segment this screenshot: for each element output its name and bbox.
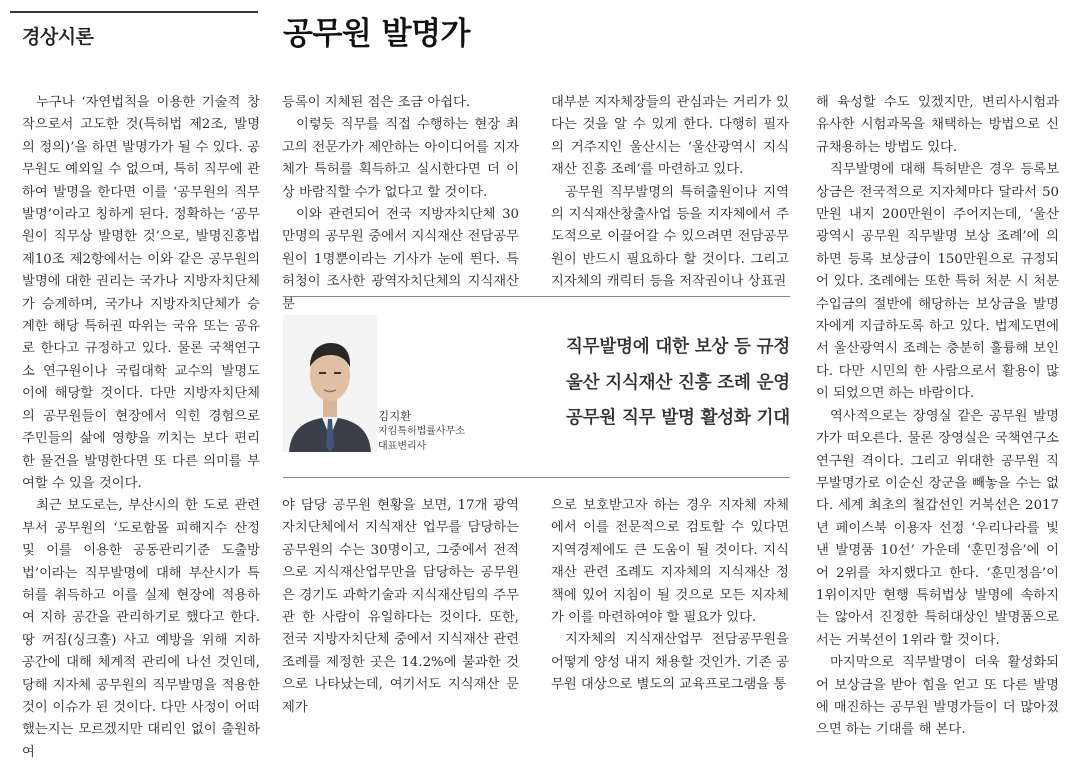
column-2-bottom	[282, 495, 519, 719]
column-1	[22, 92, 260, 764]
author-name: 김지환	[378, 409, 412, 423]
column-3-bottom	[551, 495, 789, 697]
author-photo	[283, 315, 377, 452]
pull-quote-line: 울산 지식재산 진흥 조례 운영	[565, 372, 790, 393]
section-rule	[10, 11, 258, 13]
pull-quote-line: 공무원 직무 발명 활성화 기대	[565, 408, 790, 428]
headline: 공무원 발명가	[283, 16, 470, 52]
paragraph: 역사적으로는 장영실 같은 공무원 발명가가 떠오른다. 물론 장영실은 국책연구소 연구원 격이다. 그리고 위대한 공무원 직무발명가로 이순신 장군을 빼놓을 수는 없다. 세계 최초의 철갑선인 거북선은 2017년 페이스북 이용자 선정 ‘우리나라를 빛낸 발명품 10선’ 가운데 ‘훈민정음’에 이어 2위를 차지했다고 한다. ‘훈민정음’이 1위이지만 현행 특허법상 발명에 속하지는 않아서 진정한 특허대상인 발명품으로서는 거북선이 1위라 할 것이다.	[816, 408, 1059, 648]
paragraph: 이렇듯 직무를 직접 수행하는 현장 최고의 전문가가 제안하는 아이디어를 지자체가 특허를 획득하고 실시한다면 더 이상 바람직할 수가 없다고 할 것이다.	[282, 117, 519, 200]
paragraph: 등록이 지체된 점은 조금 아쉽다.	[282, 95, 471, 110]
pull-quote-rule-bottom	[283, 477, 790, 478]
pull-quote-line: 직무발명에 대한 보상 등 규정	[565, 337, 790, 357]
paragraph: 누구나 ‘자연법칙을 이용한 기술적 창작으로서 고도한 것(특허법 제2조, 발명의 정의)’을 하면 발명가가 될 수 있다. 공무원도 예외일 수 없으며, 특히 직무에 관하여 발명을 한다면 이를 ‘공무원의 직무발명’이라고 칭하게 된다. 정확하는 ‘공무원이 직무상 발명한 것’으로, 발명진흥법 제10조 제2항에서는 이와 같은 공무원의 발명에 대한 권리는 국가나 지방자치단체가 승계하며, 국가나 지방자치단체가 승계한 해당 특허권 따위는 국유 또는 공유로 한다고 규정하고 있다. 물론 국책연구소 연구원이나 국립대학 교수의 발명도 이에 해당할 것이다. 다만 지방자치단체의 공무원들이 현장에서 익힌 경험으로 주민들의 삶에 영향을 끼치는 보다 편리한 물건을 발명한다면 또 다른 의미를 부여할 수 있을 것이다.	[22, 95, 260, 491]
paragraph: 야 담당 공무원 현황을 보면, 17개 광역자치단체에서 지식재산 업무를 담당하는 공무원의 수는 30명이고, 그중에서 전적으로 지식재산업무만을 담당하는 공무원은 경기도 과학기술과 지식재산팀의 주무관 한 사람이 유일하다는 것이다. 또한, 전국 지방자치단체 중에서 지식재산 관련 조례를 제정한 곳은 14.2%에 불과한 것으로 나타났는데, 여기서도 지식재산 문제가	[282, 498, 519, 715]
author-title: 대표변리사	[378, 441, 427, 452]
author-byline	[378, 408, 465, 454]
author-org: 지킴특허법률사무소	[378, 426, 465, 437]
paragraph: 해 육성할 수도 있겠지만, 변리사시험과 유사한 시험과목을 채택하는 방법으로 신규채용하는 방법도 있다.	[816, 95, 1059, 155]
paragraph: 최근 보도로는, 부산시의 한 도로 관련 부서 공무원의 ‘도로함몰 피해지수 산정 및 이를 이용한 공동관리기준 도출방법’이라는 직무발명에 대해 부산시가 특허를 취득하고 이를 실제 현장에 적용하여 지하 공간을 관리하기로 했다고 한다. 땅 꺼짐(싱크홀) 사고 예방을 위해 지하 공간에 대해 체계적 관리에 나선 것인데, 당해 지자체 공무원의 직무발명을 적용한 것이 이슈가 된 것이다. 다만 사정이 어떠했는지는 모르겠지만 대리인 없이 출원하여	[22, 498, 260, 760]
column-2-top	[282, 92, 519, 316]
column-3-top	[551, 92, 789, 294]
column-4	[816, 92, 1059, 742]
paragraph: 공무원 직무발명의 특허출원이나 지역의 지식재산창출사업 등을 지자체에서 주도적으로 이끌어갈 수 있으려면 전담공무원이 반드시 필요하다 할 것이다. 그리고 지자체의 캐릭터 등을 저작권이나 상표권	[551, 184, 789, 290]
paragraph: 마지막으로 직무발명이 더욱 활성화되어 보상금을 받아 힘을 얻고 또 다른 발명에 매진하는 공무원 발명가들이 더 많아졌으면 하는 기대를 해 본다.	[816, 655, 1059, 738]
pull-quote-rule-top	[283, 296, 790, 297]
paragraph: 이와 관련되어 전국 지방자치단체 30만명의 공무원 중에서 지식재산 전담공무원이 1명뿐이라는 기사가 눈에 띈다. 특허청이 조사한 광역자치단체의 지식재산 분	[282, 207, 519, 312]
section-label: 경상시론	[22, 26, 94, 48]
paragraph: 으로 보호받고자 하는 경우 지자체 자체에서 이를 전문적으로 검토할 수 있다면 지역경제에도 큰 도움이 될 것이다. 지식재산 관련 조례도 지자체의 지식재산 정책에 있어 지침이 될 것으로 모든 지자체가 이를 마련하여야 할 필요가 있다.	[551, 498, 789, 626]
pull-quote	[520, 330, 790, 437]
paragraph: 지자체의 지식재산업무 전담공무원을 어떻게 양성 내지 채용할 것인가. 기존 공무원 대상으로 별도의 교육프로그램을 통	[551, 632, 789, 693]
paragraph: 직무발명에 대해 특허받은 경우 등록보상금은 전국적으로 지자체마다 달라서 50만원 내지 200만원이 주어지는데, ‘울산광역시 공무원 직무발명 보상 조례’에 의하면 등록 보상금이 150만원으로 규정되어 있다. 조례에는 또한 특허 처분 시 처분수입금의 절반에 해당하는 보상금을 발명자에게 지급하도록 하고 있다. 법제도면에서 울산광역시 조례는 충분히 훌륭해 보인다. 다만 시민의 한 사람으로서 활용이 많이 되었으면 하는 바람이다.	[816, 162, 1059, 402]
paragraph: 대부분 지자체장들의 관심과는 거리가 있다는 것을 알 수 있게 한다. 다행히 필자의 거주지인 울산시는 ‘울산광역시 지식재산 진흥 조례’를 마련하고 있다.	[551, 95, 789, 178]
